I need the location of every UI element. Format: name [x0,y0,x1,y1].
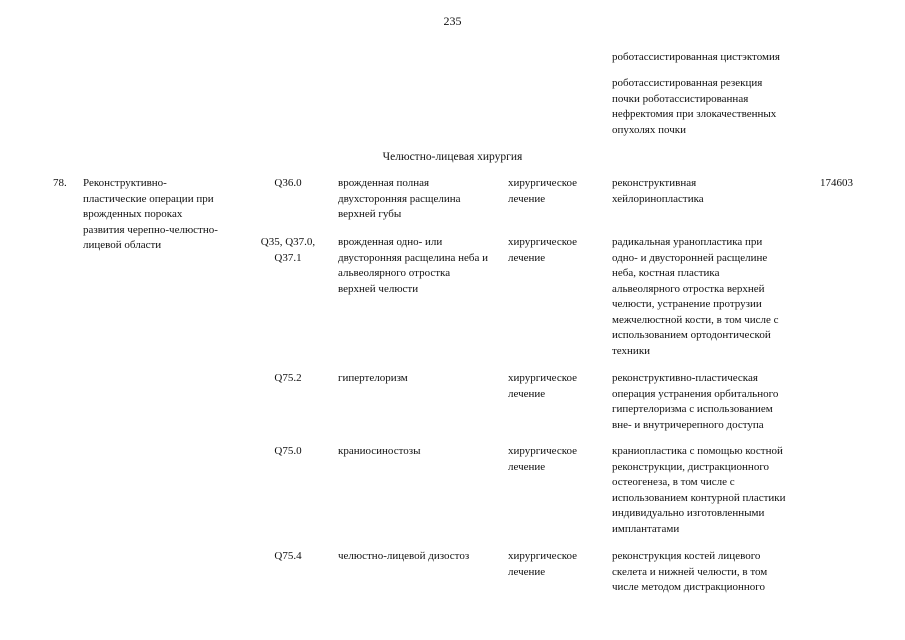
table-row-5-patient-type: хирургическое лечение [508,550,578,578]
entry-profile: Реконструктивно- пластические операции при врожденных пороках развития черепно-челюстно- лицевой области [83,177,218,251]
table-row-4-patient-type: хирургическое лечение [508,445,578,473]
table-row-3-diagnosis: гипертелоризм [338,372,408,384]
table-row-1-patient-type: хирургическое лечение [508,177,578,205]
table-row-2-code: Q35, Q37.0, Q37.1 [260,236,316,264]
continued-method-1: роботассистированная цистэктомия [612,51,780,63]
entry-norm: 174603 [820,177,853,189]
table-row-2-patient-type: хирургическое лечение [508,236,578,264]
table-row-4-method: краниопластика с помощью костной реконструкции, дистракционного остеогенеза, в том числе с использованием контурной пластики индивидуально изготовленными имплантатами [612,445,786,535]
table-row-3-method: реконструктивно-пластическая операция устранения орбитального гипертелоризма с использованием вне- и внутричерепного доступа [612,372,779,431]
section-title: Челюстно-лицевая хирургия [382,151,523,163]
table-row-5-method: реконструкция костей лицевого скелета и нижней челюсти, в том числе методом дистракционного [612,550,768,593]
table-row-3-patient-type: хирургическое лечение [508,372,578,400]
table-row-5-diagnosis: челюстно-лицевой дизостоз [338,550,470,562]
table-row-2-diagnosis: врожденная одно- или двусторонняя расщелина неба и альвеолярного отростка верхней челюсти [338,236,488,295]
table-row-2-method: радикальная уранопластика при одно- и двусторонней расщелине неба, костная пластика альвеолярного отростка верхней челюсти, устранение протрузии межчелюстной кости, в том числе с использованием ортодонтической техники [612,236,779,357]
table-row-5-code: Q75.4 [274,550,302,562]
table-row-4-diagnosis: краниосиностозы [338,445,421,457]
table-row-3-code: Q75.2 [274,372,302,384]
table-row-1-method: реконструктивная хейлоринопластика [612,177,704,205]
continued-method-2: роботассистированная резекция почки роботассистированная нефректомия при злокачественных опухолях почки [612,77,777,136]
page-number: 235 [443,14,462,28]
table-row-4-code: Q75.0 [274,445,302,457]
table-row-1-code: Q36.0 [274,177,302,189]
table-row-1-diagnosis: врожденная полная двухсторонняя расщелина верхней губы [338,177,461,220]
entry-number: 78. [53,177,67,189]
